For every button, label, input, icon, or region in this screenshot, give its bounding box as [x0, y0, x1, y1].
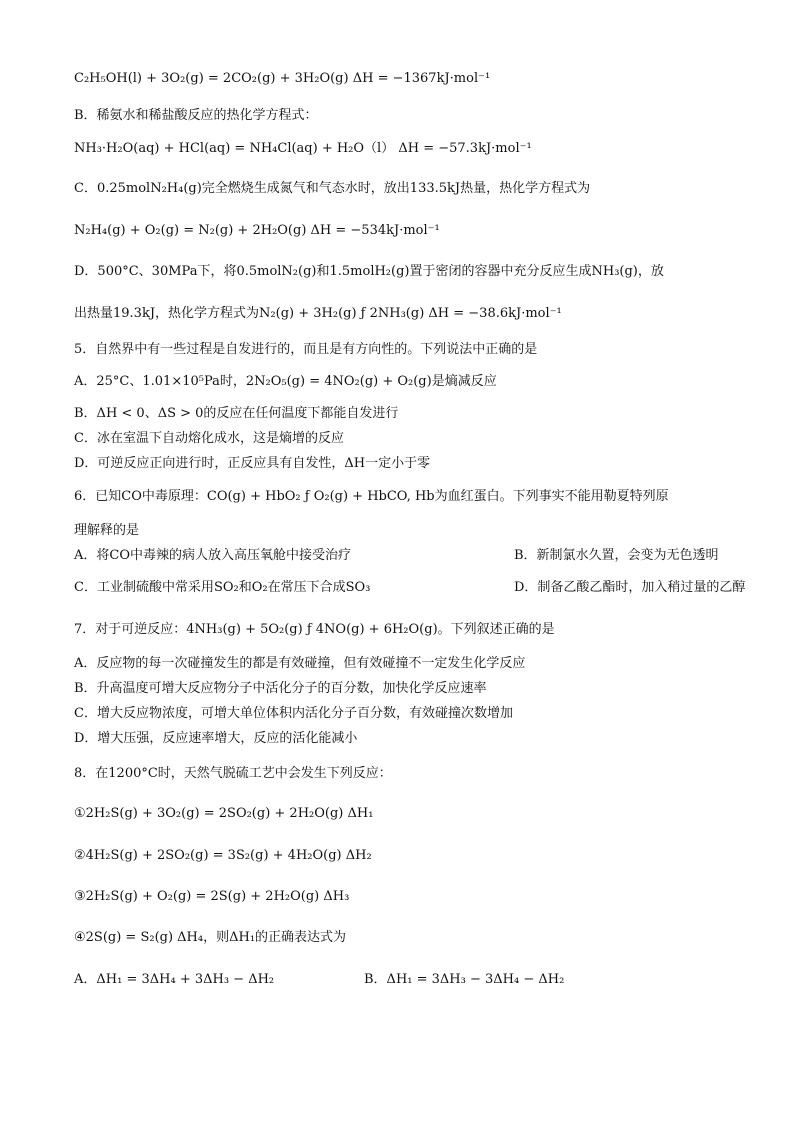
option-c-equation-line: N₂H₄(g) + O₂(g) = N₂(g) + 2H₂O(g) ΔH = −534kJ·mol⁻¹	[74, 223, 440, 238]
reaction-1: ①2H₂S(g) + 3O₂(g) = 2SO₂(g) + 2H₂O(g) ΔH₁	[74, 806, 374, 821]
option-b-equation-line: NH₃·H₂O(aq) + HCl(aq) = NH₄Cl(aq) + H₂O（l） ΔH = −57.3kJ·mol⁻¹	[74, 141, 532, 156]
question-8-options-row	[74, 971, 734, 989]
question-6-options-row-2	[74, 579, 746, 597]
option-d-line: D．500°C、30MPa下，将0.5molN₂(g)和1.5molH₂(g)置于密闭的容器中充分反应生成NH₃(g)，放	[74, 264, 664, 279]
question-8-stem: 8．在1200°C时，天然气脱硫工艺中会发生下列反应：	[74, 766, 392, 781]
question-5-option-a: A．25°C、1.01×10⁵Pa时，2N₂O₅(g) = 4NO₂(g) + O₂(g)是熵减反应	[74, 374, 497, 389]
question-5-stem: 5．自然界中有一些过程是自发进行的，而且是有方向性的。下列说法中正确的是	[74, 342, 538, 357]
option-a-equation-line: C₂H₅OH(l) + 3O₂(g) = 2CO₂(g) + 3H₂O(g) ΔH = −1367kJ·mol⁻¹	[74, 71, 491, 86]
option-c-line: C．0.25molN₂H₄(g)完全燃烧生成氮气和气态水时，放出133.5kJ热量，热化学方程式为	[74, 181, 591, 196]
question-5-option-b: B．ΔH < 0、ΔS > 0的反应在任何温度下都能自发进行	[74, 406, 399, 421]
question-6-option-b: B．新制氯水久置，会变为无色透明	[514, 548, 719, 563]
question-7-option-d: D．增大压强，反应速率增大，反应的活化能减小	[74, 731, 358, 746]
question-7-option-c: C．增大反应物浓度，可增大单位体积内活化分子百分数，有效碰撞次数增加	[74, 706, 513, 721]
option-d-continued-line: 出热量19.3kJ，热化学方程式为N₂(g) + 3H₂(g) ƒ 2NH₃(g) ΔH = −38.6kJ·mol⁻¹	[74, 306, 562, 321]
question-6-option-d: D．制备乙酸乙酯时，加入稍过量的乙醇	[514, 580, 746, 595]
question-7-stem: 7．对于可逆反应：4NH₃(g) + 5O₂(g) ƒ 4NO(g) + 6H₂O(g)。下列叙述正确的是	[74, 622, 555, 637]
question-8-option-b: B．ΔH₁ = 3ΔH₃ − 3ΔH₄ − ΔH₂	[364, 972, 565, 987]
question-5-option-d: D．可逆反应正向进行时，正反应具有自发性，ΔH一定小于零	[74, 456, 431, 471]
option-b-line: B．稀氨水和稀盐酸反应的热化学方程式：	[74, 108, 318, 123]
question-6-stem-continued: 理解释的是	[74, 523, 140, 538]
question-7-option-a: A．反应物的每一次碰撞发生的都是有效碰撞，但有效碰撞不一定发生化学反应	[74, 656, 526, 671]
question-6-option-a: A．将CO中毒辣的病人放入高压氧舱中接受治疗	[74, 548, 351, 563]
reaction-2: ②4H₂S(g) + 2SO₂(g) = 3S₂(g) + 4H₂O(g) ΔH₂	[74, 848, 372, 863]
question-8-option-a: A．ΔH₁ = 3ΔH₄ + 3ΔH₃ − ΔH₂	[74, 972, 275, 987]
question-6-options-row-1	[74, 547, 734, 565]
question-6-option-c: C．工业制硫酸中常采用SO₂和O₂在常压下合成SO₃	[74, 580, 371, 595]
question-6-stem: 6．已知CO中毒原理：CO(g) + HbO₂ ƒ O₂(g) + HbCO, Hb为血红蛋白。下列事实不能用勒夏特列原	[74, 489, 669, 504]
reaction-4: ④2S(g) = S₂(g) ΔH₄，则ΔH₁的正确表达式为	[74, 930, 347, 945]
question-5-option-c: C．冰在室温下自动熔化成水，这是熵增的反应	[74, 431, 344, 446]
question-7-option-b: B．升高温度可增大反应物分子中活化分子的百分数，加快化学反应速率	[74, 681, 487, 696]
reaction-3: ③2H₂S(g) + O₂(g) = 2S(g) + 2H₂O(g) ΔH₃	[74, 889, 350, 904]
